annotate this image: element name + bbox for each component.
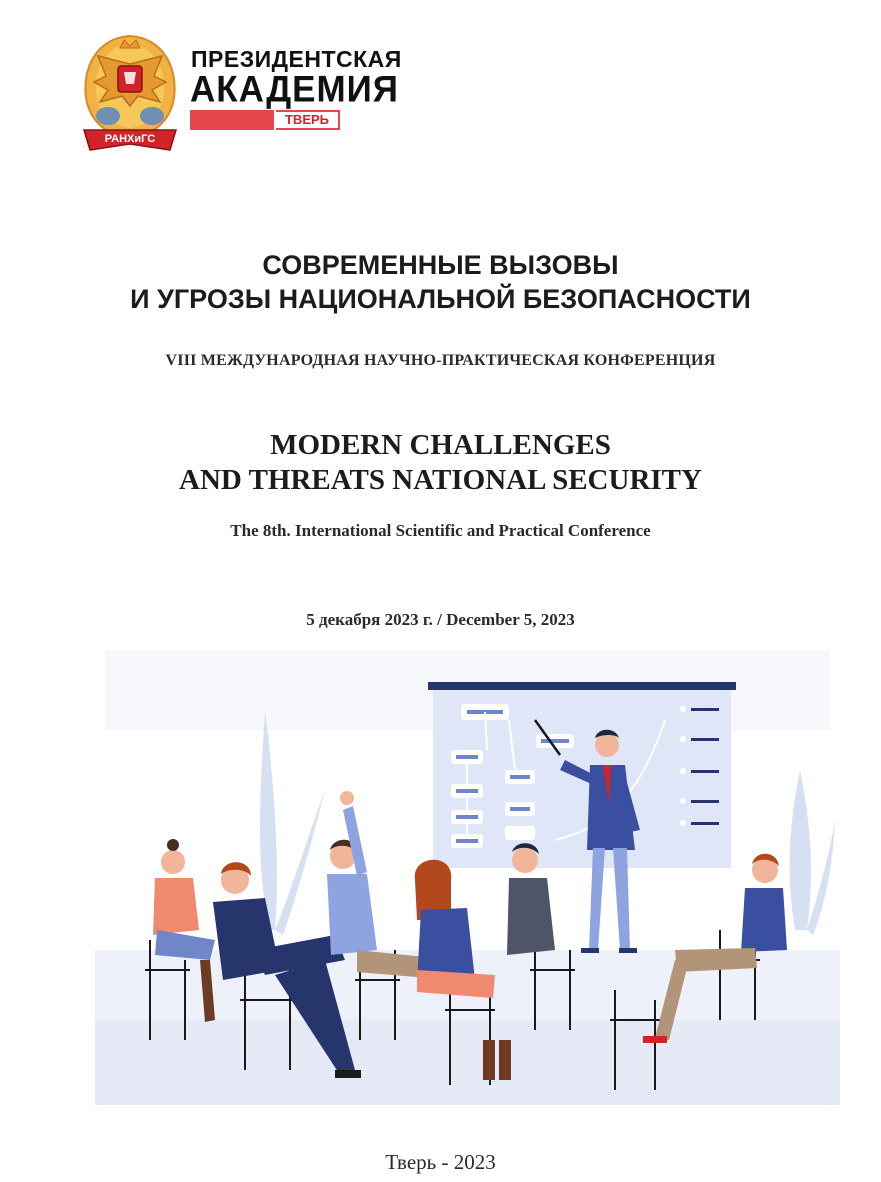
logo-line-1: ПРЕЗИДЕНТСКАЯ — [191, 46, 402, 72]
logo-city-band — [190, 110, 340, 130]
academy-logo — [78, 26, 402, 156]
title-ru-line-2: И УГРОЗЫ НАЦИОНАЛЬНОЙ БЕЗОПАСНОСТИ — [130, 284, 751, 314]
title-en-line-2: AND THREATS NATIONAL SECURITY — [179, 464, 702, 496]
footer-city-year: Тверь - 2023 — [385, 1150, 496, 1174]
conference-illustration — [95, 630, 840, 1105]
emblem-icon — [78, 26, 182, 156]
title-en-line-1: MODERN CHALLENGES — [270, 429, 611, 461]
logo-line-2: АКАДЕМИЯ — [190, 69, 399, 110]
title-english — [0, 428, 881, 498]
emblem-ribbon-text: РАНХиГС — [104, 133, 156, 145]
title-russian — [0, 248, 881, 316]
logo-city-tag: ТВЕРЬ — [276, 112, 338, 128]
subtitle-english: The 8th. International Scientific and Practical Conference — [230, 521, 651, 540]
conference-date: 5 декабря 2023 г. / December 5, 2023 — [306, 610, 575, 629]
subtitle-russian: VIII МЕЖДУНАРОДНАЯ НАУЧНО-ПРАКТИЧЕСКАЯ КОНФЕРЕНЦИЯ — [165, 352, 716, 369]
title-ru-line-1: СОВРЕМЕННЫЕ ВЫЗОВЫ — [262, 250, 619, 280]
